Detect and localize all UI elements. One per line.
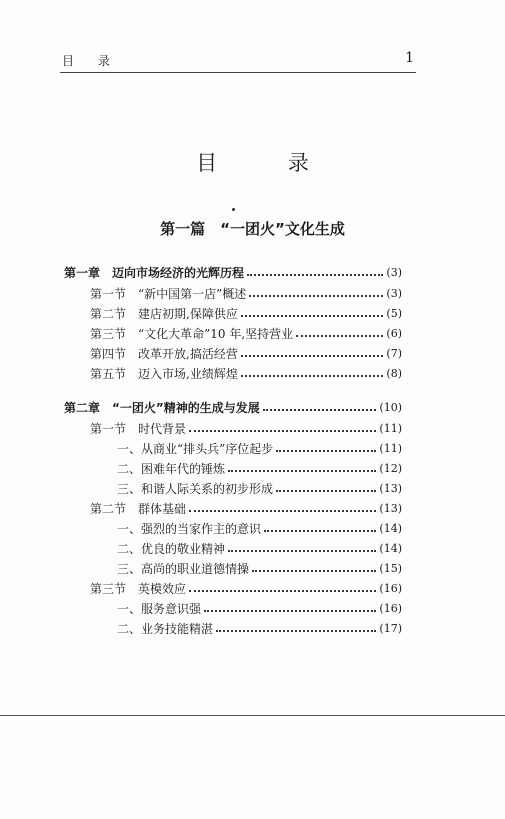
running-head-title: 目 录 bbox=[62, 54, 120, 68]
part-marker-dot bbox=[232, 208, 235, 211]
toc-leader-dots bbox=[189, 500, 376, 512]
toc-leader-dots bbox=[204, 600, 376, 612]
toc-entry-page: (11) bbox=[379, 441, 402, 455]
toc-leader-dots bbox=[249, 285, 383, 297]
toc-leader-dots bbox=[252, 560, 376, 572]
toc-entry-page: (15) bbox=[379, 561, 402, 575]
toc-entry-label: 第四节 改革开放,搞活经营 bbox=[90, 346, 238, 361]
toc-entry-page: (3) bbox=[386, 265, 402, 279]
toc-entry-page: (17) bbox=[379, 621, 402, 635]
toc-leader-dots bbox=[263, 399, 377, 411]
toc-leader-dots bbox=[296, 325, 383, 337]
toc-entry-label: 第二节 建店初期,保障供应 bbox=[90, 306, 238, 321]
toc-entry bbox=[90, 578, 402, 598]
toc-entry bbox=[117, 598, 402, 618]
page-number: 1 bbox=[405, 50, 414, 66]
toc-entry-page: (12) bbox=[379, 461, 402, 475]
toc-entry-page: (3) bbox=[386, 286, 402, 300]
toc-entry-page: (16) bbox=[379, 601, 402, 615]
toc-leader-dots bbox=[247, 264, 383, 276]
toc-leader-dots bbox=[241, 365, 384, 377]
toc-entry-label: 第五节 迈入市场,业绩辉煌 bbox=[90, 366, 238, 381]
toc-entry bbox=[64, 397, 402, 417]
toc-entry-label: 第一章 迈向市场经济的光辉历程 bbox=[64, 265, 245, 280]
toc-entry bbox=[117, 538, 402, 558]
toc-entry-label: 第二章 “一团火”精神的生成与发展 bbox=[64, 400, 260, 415]
toc-entry-label: 一、强烈的当家作主的意识 bbox=[117, 521, 262, 536]
toc-entry bbox=[90, 303, 402, 323]
toc-leader-dots bbox=[276, 440, 376, 452]
toc-entry bbox=[117, 558, 402, 578]
toc-entry-label: 第三节 “文化大革命”10 年,坚持营业 bbox=[90, 326, 294, 341]
page-title: 目 录 bbox=[196, 151, 341, 175]
toc-leader-dots bbox=[241, 345, 384, 357]
running-head bbox=[62, 50, 414, 70]
toc-leader-dots bbox=[189, 580, 376, 592]
toc-entry-page: (7) bbox=[386, 346, 402, 360]
toc-entry-label: 一、从商业“排头兵”序位起步 bbox=[117, 441, 274, 456]
toc-entry-label: 第一节 时代背景 bbox=[90, 421, 187, 436]
toc-entry-label: 第一节 “新中国第一店”概述 bbox=[90, 286, 247, 301]
toc-entry-page: (8) bbox=[386, 366, 402, 380]
part-title: 第一篇 “一团火”文化生成 bbox=[160, 220, 345, 238]
toc-leader-dots bbox=[276, 480, 376, 492]
toc-entry bbox=[90, 418, 402, 438]
toc-entry bbox=[90, 323, 402, 343]
toc-entry-label: 二、优良的敬业精神 bbox=[117, 541, 226, 556]
footer-rule bbox=[0, 715, 505, 716]
toc-entry-page: (11) bbox=[379, 421, 402, 435]
toc-entry-label: 二、业务技能精湛 bbox=[117, 621, 214, 636]
toc-entry-page: (16) bbox=[379, 581, 402, 595]
toc-entry-page: (10) bbox=[379, 400, 402, 414]
toc-entry-page: (14) bbox=[379, 541, 402, 555]
toc-leader-dots bbox=[241, 305, 384, 317]
toc-leader-dots bbox=[189, 420, 376, 432]
toc-entry-label: 二、困难年代的锤炼 bbox=[117, 461, 226, 476]
toc-leader-dots bbox=[264, 520, 376, 532]
toc-entry bbox=[117, 458, 402, 478]
toc-entry-label: 三、高尚的职业道德情操 bbox=[117, 561, 250, 576]
toc-entry-label: 第二节 群体基础 bbox=[90, 501, 187, 516]
toc-entry bbox=[64, 262, 402, 282]
toc-entry-page: (13) bbox=[379, 501, 402, 515]
toc-leader-dots bbox=[228, 460, 376, 472]
header-rule bbox=[60, 72, 416, 73]
toc-leader-dots bbox=[216, 620, 376, 632]
toc-entry-page: (14) bbox=[379, 521, 402, 535]
toc-entry bbox=[117, 518, 402, 538]
toc-entry bbox=[90, 343, 402, 363]
toc-entry bbox=[90, 283, 402, 303]
toc-entry bbox=[90, 363, 402, 383]
toc-entry-page: (6) bbox=[386, 326, 402, 340]
toc-entry-page: (13) bbox=[379, 481, 402, 495]
toc-entry-label: 一、服务意识强 bbox=[117, 601, 202, 616]
toc-entry-page: (5) bbox=[386, 306, 402, 320]
toc-entry-label: 三、和谐人际关系的初步形成 bbox=[117, 481, 274, 496]
toc-leader-dots bbox=[228, 540, 376, 552]
toc-entry-label: 第三节 英模效应 bbox=[90, 581, 187, 596]
toc-entry bbox=[90, 498, 402, 518]
toc-entry bbox=[117, 478, 402, 498]
toc-entry bbox=[117, 618, 402, 638]
toc-entry bbox=[117, 438, 402, 458]
